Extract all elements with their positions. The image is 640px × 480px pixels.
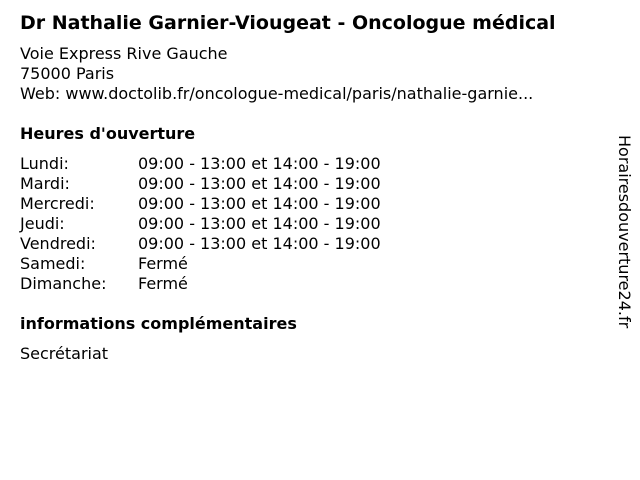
- website-text: Web: www.doctolib.fr/oncologue-medical/paris/nathalie-garnie...: [20, 84, 534, 103]
- watermark-text: Horairesdouverture24.fr: [615, 135, 634, 329]
- time-value: 09:00 - 13:00 et 14:00 - 19:00: [138, 174, 381, 193]
- time-value: Fermé: [138, 254, 188, 273]
- time-value: Fermé: [138, 274, 188, 293]
- hours-row-vendredi: [20, 234, 440, 254]
- day-label: Vendredi:: [20, 234, 96, 253]
- day-label: Dimanche:: [20, 274, 107, 293]
- day-label: Samedi:: [20, 254, 86, 273]
- info-heading: informations complémentaires: [20, 314, 297, 333]
- address-block: [20, 44, 533, 104]
- hours-row-jeudi: [20, 214, 440, 234]
- day-label: Mardi:: [20, 174, 70, 193]
- hours-row-samedi: [20, 254, 440, 274]
- time-value: 09:00 - 13:00 et 14:00 - 19:00: [138, 234, 381, 253]
- info-text: Secrétariat: [20, 344, 109, 363]
- hours-row-lundi: [20, 154, 440, 174]
- hours-row-dimanche: [20, 274, 440, 294]
- day-label: Lundi:: [20, 154, 69, 173]
- watermark: [612, 135, 636, 345]
- address-city: 75000 Paris: [20, 64, 115, 83]
- day-label: Mercredi:: [20, 194, 95, 213]
- hours-heading: Heures d'ouverture: [20, 124, 196, 143]
- time-value: 09:00 - 13:00 et 14:00 - 19:00: [138, 154, 381, 173]
- time-value: 09:00 - 13:00 et 14:00 - 19:00: [138, 214, 381, 233]
- day-label: Jeudi:: [20, 214, 65, 233]
- time-value: 09:00 - 13:00 et 14:00 - 19:00: [138, 194, 381, 213]
- hours-row-mercredi: [20, 194, 440, 214]
- hours-table: [20, 154, 440, 294]
- address-street: Voie Express Rive Gauche: [20, 44, 228, 63]
- hours-row-mardi: [20, 174, 440, 194]
- page-title: Dr Nathalie Garnier-Viougeat - Oncologue médical: [20, 12, 556, 34]
